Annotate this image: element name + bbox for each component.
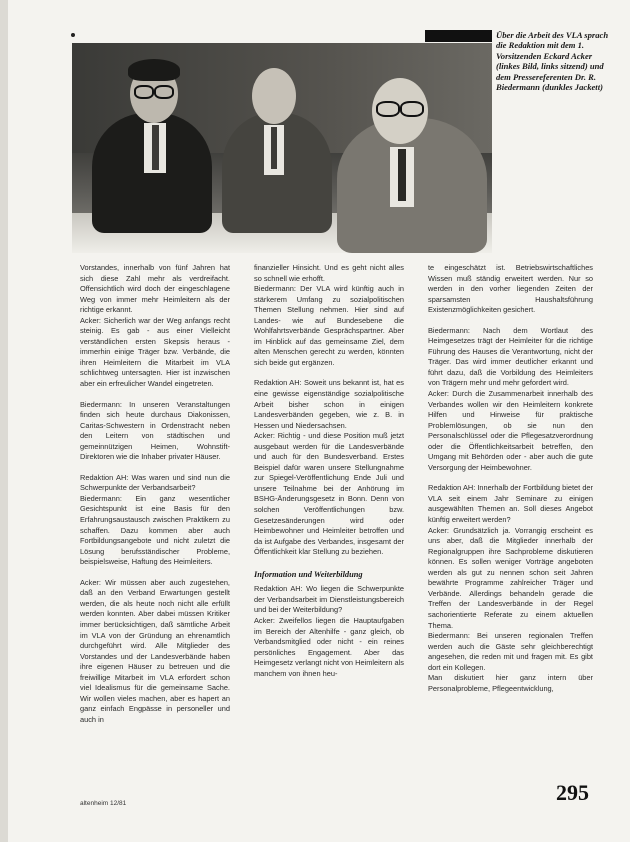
paragraph: Acker: Grundsätzlich ja. Vorrangig erscheint es uns aber, daß die Mitglieder innerhalb der Regionalgruppen ihre Sachprobleme diskutieren können. Es sollen weniger Vorträge angeboten werden als gut zu nennen schon seit Jahren bewährte Programme zahlreicher Träger und Verbände. Allerdings behandeln gerade die Treffen der Landesverbände in der Regel sachorientierte Referate zu einem aktuellen Thema. (428, 525, 593, 630)
glasses-icon (154, 85, 174, 99)
text-column-1 (80, 263, 230, 725)
person-left-tie (152, 125, 159, 170)
person-left-hair (128, 59, 180, 81)
paragraph: Acker: Richtig - und diese Position muß jetzt ausgebaut werden für die Landesverbände und auch für den Bundesverband. Erstes Beispiel dafür waren unsere Stellungnahme zur Spiegel-Veröffentlichung Ende Juli und unsere Teilnahme bei der Anhörung im BSHG-Änderungsgesetz in Bonn. Denn von solchen Veröffentlichungen bzw. Gesetzesänderungen wird oder Heimbewohner und Heimleiter betroffen und da ist Aufgabe des Verbandes, insgesamt der Öffentlichkeit klar Stellung zu beziehen. (254, 431, 404, 557)
page-edge (0, 0, 8, 842)
paragraph: Biedermann: Der VLA wird künftig auch in stärkerem Umfang zu sozialpolitischen Themen Stellung nehmen. Hier sind auf Landes- wie auf Bundesebene die Wohlfahrtsverbände Gesprächspartner. Aber im Hinblick auf das gemeinsame Ziel, dem alten Menschen gerecht zu werden, könnten sich beide gut ergänzen. (254, 284, 404, 367)
paragraph: Redaktion AH: Was waren und sind nun die Schwerpunkte der Verbandsarbeit? (80, 472, 230, 493)
paragraph: Redaktion AH: Innerhalb der Fortbildung bietet der VLA seit einem Jahr Seminare zu einigen ausgewählten Themen an. Soll dieses Angebot künftig erweitert werden? (428, 483, 593, 525)
paragraph: Redaktion AH: Wo liegen die Schwerpunkte der Verbandsarbeit im Dienstleistungsbereich und bei der Weiterbildung? (254, 584, 404, 615)
person-middle-head (252, 68, 296, 124)
person-middle-tie (271, 127, 277, 169)
issue-label: altenheim 12/81 (80, 800, 127, 807)
paragraph: Acker: Sicherlich war der Weg anfangs recht steinig. Es gab - aus einer Vielleicht verständlichen ersten Skepsis heraus - immerhin einige Träger bzw. Verbände, die ihren Heimleitern die Mitarbeit im VLA schlichtweg untersagten. Hier ist inzwischen aber ein erfreulicher Wandel eingetreten. (80, 315, 230, 389)
glasses-icon (376, 101, 400, 117)
section-heading: Information und Weiterbildung (254, 569, 363, 579)
text-column-3 (428, 263, 593, 694)
glasses-icon (400, 101, 424, 117)
paragraph: finanzieller Hinsicht. Und es geht nicht alles so schnell wie erhofft. (254, 263, 404, 283)
paragraph: Biedermann: Nach dem Wortlaut des Heimgesetzes trägt der Heimleiter für die richtige Führung des Hauses die Verantwortung, nicht der Träger. Das wird immer deutlicher erkannt und führt dazu, daß die Vorbildung des Heimleiters von Trägern mehr und mehr gefordert wird. (428, 325, 593, 388)
paragraph: Biedermann: Bei unseren regionalen Treffen werden auch die Gäste sehr gleichberechtigt angesehen, die reden mit und fragen mit. Es gibt dort ein Kollegen. (428, 631, 593, 672)
paragraph: te eingeschätzt ist. Betriebswirtschaftliches Wissen muß ständig erweitert werden. Nur so werden in den vorher liegenden Zeiten der sparsamsten Haushaltsführung Existenzmöglichkeiten gesichert. (428, 263, 593, 315)
paragraph: Vorstandes, innerhalb von fünf Jahren hat sich diese Zahl mehr als verdreifacht. Offensichtlich wird doch der eingeschlagene Weg von immer mehr Heimleitern als der richtige erkannt. (80, 263, 230, 315)
paragraph: Acker: Wir müssen aber auch zugestehen, daß an den Verband Erwartungen gestellt werden, die als heute noch nicht alle erfüllt werden konnten. Aber dabei müssen Kritiker immer berücksichtigen, daß sämtliche Arbeit im VLA von der Gründung an ehrenamtlich durchgeführt wird. Alle Mitglieder des Vorstandes und der Landesverbände haben ihre eigenen Häuser zu betreuen und die freiwillige Mitarbeit im VLA erfordert schon viel Idealismus für die gemeinsame Sache. Wir wollen vieles machen, aber es hapert an ganz einfach Engpässe in personeller und auch in (80, 577, 230, 724)
paragraph: Acker: Durch die Zusammenarbeit innerhalb des Verbandes wollen wir den Heimleitern konkrete Hilfen und Hinweise für praktische Problemlösungen, ob sie nun den Personalschlüssel oder die Pflegesatzverordnung oder die Öffentlichkeitsarbeit betreffen, den Umgang mit Behörden oder - aber auch die gute Versorgung der Heimbewohner. (428, 389, 593, 472)
glasses-icon (134, 85, 154, 99)
text-column-2 (254, 263, 404, 679)
paragraph: Biedermann: Ein ganz wesentlicher Gesichtspunkt ist eine Basis für den Erfahrungsaustausch zwischen Praktikern zu schaffen. Dazu kommen aber auch Fortbildungsangebote und nicht zuletzt die Lösung berufsständischer Probleme, beispielsweise, Haftung des Heimleiters. (80, 493, 230, 567)
caption-marker (425, 30, 492, 42)
paragraph: Man diskutiert hier ganz intern über Personalprobleme, Pflegeentwicklung, (428, 673, 593, 693)
paragraph: Redaktion AH: Soweit uns bekannt ist, hat es eine gewisse eigenständige sozialpolitische Arbeit bisher schon in einigen Landesverbänden gegeben, wie z. B. in Hessen und Niedersachsen. (254, 378, 404, 430)
person-right-tie (398, 149, 406, 201)
photo (72, 43, 492, 253)
photo-caption: Über die Arbeit des VLA sprach die Redaktion mit dem 1. Vorsitzenden Eckard Acker (linkes Bild, links sitzend) und dem Pressereferenten Dr. R. Biedermann (dunkles Jackett) (496, 30, 609, 93)
paragraph: Acker: Zweifellos liegen die Hauptaufgaben im Bereich der Altenhilfe - ganz gleich, ob Verbandsmitglied oder nicht - ein reines persönliches Engagement. Aber das Heimgesetz verlangt nicht von Heimleitern als manchem von ihnen heu- (254, 615, 404, 678)
page-number: 295 (556, 780, 589, 805)
paragraph: Biedermann: In unseren Veranstaltungen finden sich heute durchaus Diakonissen, Caritas-Schwestern in Ordenstracht neben den Leitern von städtischen und gemeinnützigen Heimen, Wohnstift-Direktoren wie die Inhaber privater Häuser. (80, 399, 230, 462)
bullet-mark (71, 33, 75, 37)
